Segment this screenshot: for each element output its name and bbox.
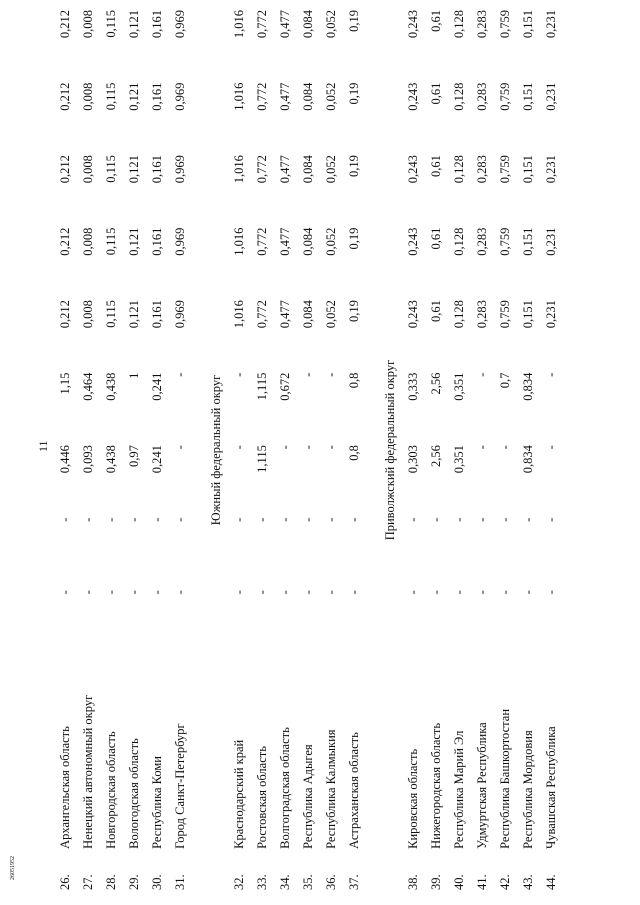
table-row: [251, 10, 274, 890]
rotated-table-wrapper: [54, 10, 614, 890]
value-cell: 0,212: [58, 300, 72, 329]
region-name: Чувашская Республика: [544, 726, 558, 849]
value-cell: 0,008: [81, 300, 95, 329]
value-cell: -: [544, 517, 558, 522]
value-cell: 0,969: [173, 227, 187, 256]
region-name: Республика Башкортостан: [498, 708, 512, 849]
value-cell: 1,016: [232, 155, 246, 184]
value-cell: 2,56: [429, 372, 443, 395]
region-name: Архангельская область: [58, 726, 72, 849]
value-cell: 0,241: [150, 372, 164, 401]
value-cell: 0,241: [150, 445, 164, 474]
row-number: 31.: [173, 874, 187, 890]
value-cell: 0,084: [301, 227, 315, 256]
value-cell: -: [173, 445, 187, 450]
value-cell: -: [475, 590, 489, 595]
value-cell: 0,128: [452, 300, 466, 329]
value-cell: 0,759: [498, 227, 512, 256]
value-cell: 0,477: [278, 10, 292, 39]
section-header-row: [378, 10, 402, 890]
value-cell: -: [406, 517, 420, 522]
value-cell: 1,016: [232, 227, 246, 256]
value-cell: -: [81, 517, 95, 522]
value-cell: 0,128: [452, 155, 466, 184]
value-cell: 0,759: [498, 10, 512, 39]
value-cell: 1,15: [58, 372, 72, 395]
table-row: [471, 10, 494, 890]
value-cell: -: [150, 590, 164, 595]
value-cell: -: [324, 445, 338, 450]
table-row: [540, 10, 563, 890]
value-cell: -: [452, 590, 466, 595]
value-cell: 0,772: [255, 82, 269, 111]
spacer-row: [192, 10, 204, 890]
row-number: 32.: [232, 874, 246, 890]
value-cell: -: [173, 372, 187, 377]
value-cell: 0,052: [324, 300, 338, 329]
value-cell: 0,052: [324, 155, 338, 184]
value-cell: -: [347, 590, 361, 595]
value-cell: -: [104, 517, 118, 522]
value-cell: 0,115: [104, 227, 118, 256]
region-name: Республика Коми: [150, 756, 164, 849]
row-number: 44.: [544, 874, 558, 890]
value-cell: 0,969: [173, 155, 187, 184]
table-row: [343, 10, 366, 890]
value-cell: 0,7: [498, 372, 512, 389]
value-cell: -: [498, 517, 512, 522]
value-cell: -: [301, 372, 315, 377]
value-cell: 0,093: [81, 445, 95, 474]
value-cell: 0,115: [104, 10, 118, 38]
value-cell: 0,772: [255, 155, 269, 184]
value-cell: 1,016: [232, 10, 246, 39]
value-cell: 0,151: [521, 155, 535, 184]
region-name: Республика Калмыкия: [324, 729, 338, 849]
value-cell: 0,61: [429, 300, 443, 322]
value-cell: -: [58, 517, 72, 522]
region-name: Нижегородская область: [429, 722, 443, 849]
value-cell: 0,834: [521, 445, 535, 474]
value-cell: 0,19: [347, 300, 361, 322]
table-row: [123, 10, 146, 890]
value-cell: 0,772: [255, 227, 269, 256]
row-number: 42.: [498, 874, 512, 890]
value-cell: 0,438: [104, 445, 118, 474]
value-cell: -: [429, 517, 443, 522]
value-cell: -: [127, 590, 141, 595]
region-name: Вологодская область: [127, 738, 141, 849]
value-cell: 0,243: [406, 82, 420, 111]
value-cell: 0,464: [81, 372, 95, 401]
value-cell: 0,084: [301, 82, 315, 111]
value-cell: 0,052: [324, 227, 338, 256]
table-row: [297, 10, 320, 890]
value-cell: -: [475, 372, 489, 377]
value-cell: 0,97: [127, 445, 141, 468]
region-name: Ростовская область: [255, 746, 269, 849]
value-cell: 0,161: [150, 82, 164, 111]
row-number: 36.: [324, 874, 338, 890]
value-cell: -: [301, 590, 315, 595]
value-cell: 0,121: [127, 155, 141, 184]
value-cell: 0,121: [127, 10, 141, 39]
value-cell: -: [498, 590, 512, 595]
value-cell: 0,128: [452, 10, 466, 39]
value-cell: 0,231: [544, 82, 558, 111]
value-cell: 0,121: [127, 300, 141, 329]
value-cell: 0,283: [475, 10, 489, 39]
table-row: [54, 10, 77, 890]
value-cell: 1,016: [232, 300, 246, 329]
table-row: [169, 10, 192, 890]
value-cell: -: [475, 445, 489, 450]
row-number: 35.: [301, 874, 315, 890]
value-cell: -: [255, 590, 269, 595]
row-number: 40.: [452, 874, 466, 890]
value-cell: 0,128: [452, 82, 466, 111]
value-cell: 0,052: [324, 82, 338, 111]
row-number: 26.: [58, 874, 72, 890]
value-cell: 0,151: [521, 82, 535, 111]
value-cell: 0,115: [104, 300, 118, 328]
value-cell: 0,052: [324, 10, 338, 39]
value-cell: -: [278, 445, 292, 450]
value-cell: 0,121: [127, 82, 141, 111]
value-cell: 0,303: [406, 445, 420, 474]
row-number: 30.: [150, 874, 164, 890]
region-name: Краснодарский край: [232, 739, 246, 849]
value-cell: -: [429, 590, 443, 595]
value-cell: 1: [127, 372, 141, 379]
value-cell: -: [104, 590, 118, 595]
value-cell: 0,446: [58, 445, 72, 474]
region-name: Новгородская область: [104, 731, 118, 849]
value-cell: 0,759: [498, 300, 512, 329]
value-cell: 0,477: [278, 82, 292, 111]
value-cell: -: [521, 590, 535, 595]
value-cell: 0,351: [452, 372, 466, 401]
value-cell: 0,243: [406, 155, 420, 184]
row-number: 38.: [406, 874, 420, 890]
row-number: 37.: [347, 874, 361, 890]
table-row: [425, 10, 448, 890]
value-cell: 0,61: [429, 10, 443, 32]
value-cell: 0,283: [475, 300, 489, 329]
value-cell: 0,969: [173, 10, 187, 39]
section-title: Приволжский федеральный округ: [382, 359, 397, 541]
value-cell: 1,115: [255, 372, 269, 401]
value-cell: 0,161: [150, 300, 164, 329]
region-name: Город Санкт-Петербург: [173, 723, 187, 849]
value-cell: 0,477: [278, 155, 292, 184]
value-cell: 0,19: [347, 227, 361, 250]
value-cell: 0,212: [58, 227, 72, 256]
value-cell: 0,759: [498, 82, 512, 111]
value-cell: 0,19: [347, 82, 361, 105]
value-cell: -: [232, 372, 246, 377]
value-cell: 0,008: [81, 227, 95, 256]
value-cell: 0,161: [150, 227, 164, 256]
region-name: Волгоградская область: [278, 727, 292, 849]
value-cell: -: [173, 517, 187, 522]
value-cell: -: [544, 445, 558, 450]
value-cell: 0,151: [521, 227, 535, 256]
value-cell: 0,212: [58, 82, 72, 111]
value-cell: 0,8: [347, 372, 361, 389]
value-cell: 0,161: [150, 155, 164, 184]
value-cell: 2,56: [429, 445, 443, 468]
value-cell: 0,128: [452, 227, 466, 256]
value-cell: 0,161: [150, 10, 164, 39]
value-cell: 0,121: [127, 227, 141, 256]
table-row: [402, 10, 425, 890]
spacer-row: [366, 10, 378, 890]
table-row: [100, 10, 123, 890]
table-row: [517, 10, 540, 890]
row-number: 28.: [104, 874, 118, 890]
value-cell: -: [324, 372, 338, 377]
value-cell: 0,61: [429, 82, 443, 105]
value-cell: 0,151: [521, 300, 535, 329]
value-cell: 0,772: [255, 300, 269, 329]
value-cell: -: [544, 372, 558, 377]
value-cell: -: [452, 517, 466, 522]
value-cell: 0,243: [406, 10, 420, 39]
value-cell: -: [232, 590, 246, 595]
row-number: 43.: [521, 874, 535, 890]
value-cell: 0,19: [347, 155, 361, 177]
value-cell: -: [58, 590, 72, 595]
value-cell: 0,969: [173, 300, 187, 329]
value-cell: 0,084: [301, 155, 315, 184]
table-row: [448, 10, 471, 890]
region-name: Удмуртская Республика: [475, 722, 489, 849]
row-number: 41.: [475, 874, 489, 890]
value-cell: -: [475, 517, 489, 522]
value-cell: -: [347, 517, 361, 522]
row-number: 27.: [81, 874, 95, 890]
value-cell: 0,772: [255, 10, 269, 39]
value-cell: 0,283: [475, 155, 489, 184]
value-cell: 0,115: [104, 155, 118, 183]
value-cell: 0,212: [58, 10, 72, 39]
value-cell: -: [150, 517, 164, 522]
value-cell: 0,672: [278, 372, 292, 401]
value-cell: 0,243: [406, 300, 420, 329]
section-header-row: [204, 10, 228, 890]
value-cell: -: [324, 590, 338, 595]
table-row: [228, 10, 251, 890]
value-cell: 1,115: [255, 445, 269, 473]
table-row: [274, 10, 297, 890]
value-cell: 0,969: [173, 82, 187, 111]
table-row: [494, 10, 517, 890]
regions-table: [54, 10, 563, 890]
value-cell: 0,19: [347, 10, 361, 32]
region-name: Республика Марий Эл: [452, 730, 466, 849]
value-cell: -: [278, 590, 292, 595]
value-cell: -: [498, 445, 512, 450]
value-cell: -: [301, 517, 315, 522]
value-cell: 0,231: [544, 227, 558, 256]
value-cell: -: [232, 445, 246, 450]
table-row: [146, 10, 169, 890]
value-cell: 0,283: [475, 227, 489, 256]
value-cell: 0,008: [81, 10, 95, 39]
value-cell: -: [278, 517, 292, 522]
row-number: 33.: [255, 874, 269, 890]
region-name: Республика Адыгея: [301, 744, 315, 849]
value-cell: -: [127, 517, 141, 522]
value-cell: 0,8: [347, 445, 361, 461]
value-cell: -: [521, 517, 535, 522]
region-name: Астраханская область: [347, 732, 361, 849]
region-name: Ненецкий автономный округ: [81, 694, 95, 849]
region-name: Республика Мордовия: [521, 730, 535, 849]
value-cell: 0,759: [498, 155, 512, 184]
region-name: Кировская область: [406, 748, 420, 849]
row-number: 34.: [278, 874, 292, 890]
value-cell: 0,231: [544, 300, 558, 329]
value-cell: 0,61: [429, 155, 443, 177]
value-cell: -: [255, 517, 269, 522]
value-cell: -: [81, 590, 95, 595]
value-cell: 0,084: [301, 300, 315, 329]
value-cell: -: [232, 517, 246, 522]
document-code: 26051952: [10, 856, 16, 880]
value-cell: 0,333: [406, 372, 420, 401]
value-cell: 0,438: [104, 372, 118, 401]
row-number: 29.: [127, 874, 141, 890]
value-cell: 0,477: [278, 227, 292, 256]
value-cell: -: [544, 590, 558, 595]
value-cell: 0,008: [81, 155, 95, 184]
value-cell: -: [173, 590, 187, 595]
value-cell: 0,477: [278, 300, 292, 329]
value-cell: -: [406, 590, 420, 595]
value-cell: 0,008: [81, 82, 95, 111]
row-number: 39.: [429, 874, 443, 890]
value-cell: 1,016: [232, 82, 246, 111]
value-cell: 0,61: [429, 227, 443, 250]
value-cell: 0,834: [521, 372, 535, 401]
value-cell: -: [301, 445, 315, 450]
value-cell: 0,351: [452, 445, 466, 474]
value-cell: 0,151: [521, 10, 535, 39]
value-cell: 0,212: [58, 155, 72, 184]
value-cell: -: [324, 517, 338, 522]
table-row: [320, 10, 343, 890]
page-number: 11: [36, 440, 50, 452]
value-cell: 0,243: [406, 227, 420, 256]
value-cell: 0,115: [104, 82, 118, 111]
value-cell: 0,231: [544, 155, 558, 184]
section-title: Южный федеральный округ: [208, 374, 223, 526]
value-cell: 0,084: [301, 10, 315, 39]
table-row: [77, 10, 100, 890]
value-cell: 0,283: [475, 82, 489, 111]
value-cell: 0,231: [544, 10, 558, 39]
